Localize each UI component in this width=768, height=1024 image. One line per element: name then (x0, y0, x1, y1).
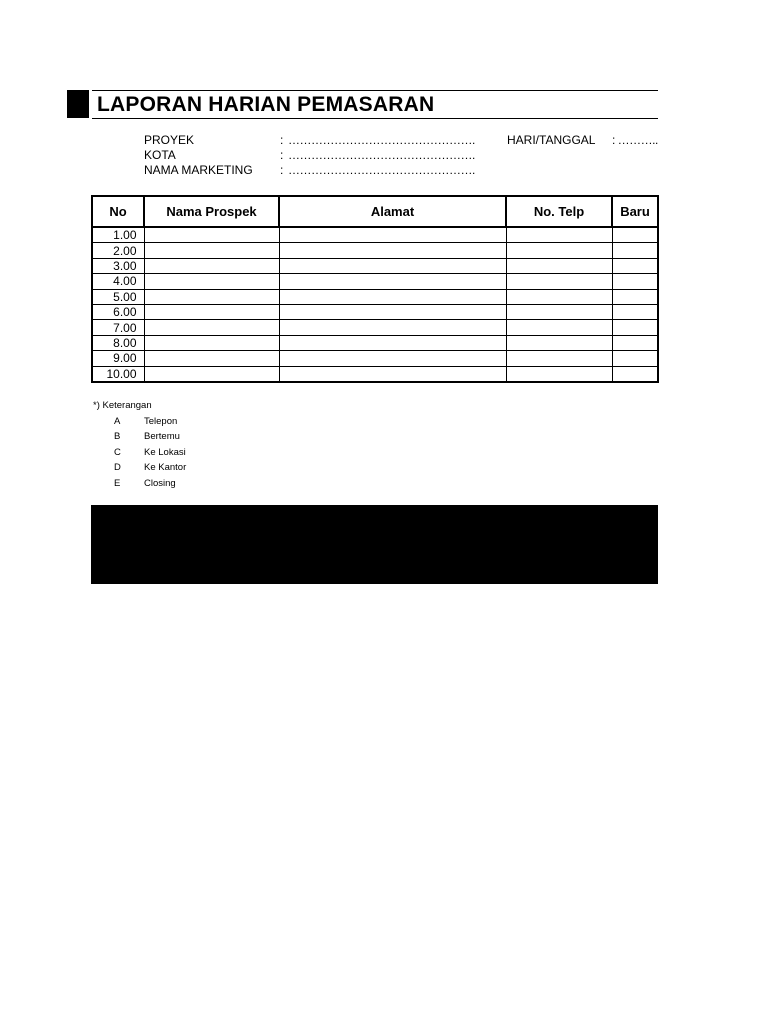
row-number: 2.00 (92, 243, 144, 258)
phone-cell[interactable] (506, 335, 612, 350)
address-cell[interactable] (279, 351, 506, 366)
legend-desc: Closing (144, 477, 176, 489)
prospect-name-cell[interactable] (144, 243, 279, 258)
table-row (92, 227, 658, 243)
address-cell[interactable] (279, 320, 506, 335)
legend-code: B (114, 431, 121, 442)
legend-desc: Telepon (144, 415, 178, 427)
new-cell[interactable] (612, 258, 658, 273)
legend-code: E (114, 477, 121, 489)
row-number: 8.00 (92, 335, 144, 350)
new-cell[interactable] (612, 227, 658, 243)
marketer-value-field: …………………………………………. (288, 163, 475, 177)
project-label: PROYEK (144, 133, 195, 147)
row-number: 10.00 (92, 366, 144, 382)
title-marker-block (67, 90, 89, 118)
project-value-field: …………………………………………. (288, 133, 475, 147)
phone-cell[interactable] (506, 351, 612, 366)
date-value-field: : ……….. (612, 133, 658, 147)
prospect-name-cell[interactable] (144, 304, 279, 319)
legend-desc: Ke Lokasi (144, 446, 186, 458)
title-rule-bottom (92, 118, 658, 119)
address-cell[interactable] (279, 366, 506, 382)
header-address: Alamat (279, 196, 506, 227)
table-row (92, 258, 658, 273)
row-number: 9.00 (92, 351, 144, 366)
prospect-name-cell[interactable] (144, 320, 279, 335)
prospect-name-cell[interactable] (144, 227, 279, 243)
phone-cell[interactable] (506, 243, 612, 258)
phone-cell[interactable] (506, 320, 612, 335)
phone-cell[interactable] (506, 366, 612, 382)
address-cell[interactable] (279, 243, 506, 258)
marketer-label: NAMA MARKETING (144, 163, 253, 177)
row-number: 6.00 (92, 304, 144, 319)
row-number: 1.00 (92, 227, 144, 243)
phone-cell[interactable] (506, 304, 612, 319)
project-colon: : (280, 133, 284, 147)
city-value-field: …………………………………………. (288, 148, 475, 162)
table-row (92, 351, 658, 366)
prospect-name-cell[interactable] (144, 258, 279, 273)
new-cell[interactable] (612, 274, 658, 289)
table-row (92, 289, 658, 304)
address-cell[interactable] (279, 227, 506, 243)
new-cell[interactable] (612, 304, 658, 319)
prospect-name-cell[interactable] (144, 366, 279, 382)
table-row (92, 320, 658, 335)
header-no: No (92, 196, 144, 227)
table-row (92, 335, 658, 350)
row-number: 5.00 (92, 289, 144, 304)
new-cell[interactable] (612, 351, 658, 366)
header-prospect-name: Nama Prospek (144, 196, 279, 227)
prospect-name-cell[interactable] (144, 274, 279, 289)
table-row (92, 274, 658, 289)
legend-code: D (114, 462, 121, 473)
row-number: 7.00 (92, 320, 144, 335)
prospect-table (91, 195, 659, 383)
address-cell[interactable] (279, 335, 506, 350)
notes-header: *) Keterangan (93, 400, 152, 411)
phone-cell[interactable] (506, 289, 612, 304)
legend-code: C (114, 446, 121, 458)
prospect-name-cell[interactable] (144, 289, 279, 304)
new-cell[interactable] (612, 243, 658, 258)
new-cell[interactable] (612, 335, 658, 350)
city-label: KOTA (144, 148, 176, 162)
table-row (92, 304, 658, 319)
redaction-block (91, 505, 658, 584)
address-cell[interactable] (279, 258, 506, 273)
row-number: 4.00 (92, 274, 144, 289)
legend-code: A (114, 415, 121, 427)
table-header-row (92, 196, 658, 227)
legend-desc: Bertemu (144, 431, 180, 442)
date-label: HARI/TANGGAL (507, 133, 596, 147)
page-title: LAPORAN HARIAN PEMASARAN (97, 93, 435, 116)
address-cell[interactable] (279, 289, 506, 304)
phone-cell[interactable] (506, 274, 612, 289)
marketer-colon: : (280, 163, 284, 177)
address-cell[interactable] (279, 304, 506, 319)
new-cell[interactable] (612, 320, 658, 335)
city-colon: : (280, 148, 284, 162)
header-phone: No. Telp (506, 196, 612, 227)
table-row (92, 243, 658, 258)
header-new: Baru (612, 196, 658, 227)
phone-cell[interactable] (506, 258, 612, 273)
address-cell[interactable] (279, 274, 506, 289)
legend-desc: Ke Kantor (144, 462, 187, 473)
new-cell[interactable] (612, 366, 658, 382)
new-cell[interactable] (612, 289, 658, 304)
prospect-name-cell[interactable] (144, 335, 279, 350)
row-number: 3.00 (92, 258, 144, 273)
prospect-name-cell[interactable] (144, 351, 279, 366)
phone-cell[interactable] (506, 227, 612, 243)
table-row (92, 366, 658, 382)
